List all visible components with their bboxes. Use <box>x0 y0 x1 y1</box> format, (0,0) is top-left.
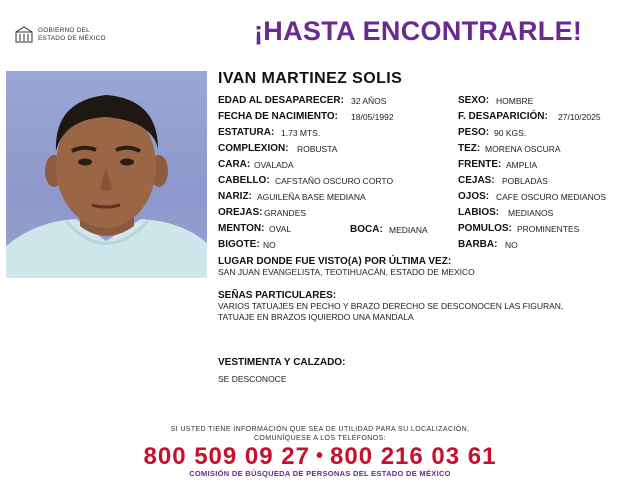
field-label: ESTATURA: <box>218 127 275 138</box>
particulars-line1: VARIOS TATUAJES EN PECHO Y BRAZO DERECHO SE DESCONOCEN LAS FIGURAN, <box>218 301 564 311</box>
field-value: MEDIANOS <box>508 208 554 218</box>
field-label: CEJAS: <box>458 175 495 186</box>
field-value: PROMINENTES <box>517 224 580 234</box>
field-value: POBLADAS <box>502 176 548 186</box>
field-value: HOMBRE <box>496 96 534 106</box>
field-label: MENTON: <box>218 223 265 234</box>
field-value: 18/05/1992 <box>351 112 394 122</box>
field-value: CAFSTAÑO OSCURO CORTO <box>275 176 394 186</box>
logo-text: GOBIERNO DEL ESTADO DE MÉXICO <box>38 27 106 42</box>
field-label: EDAD AL DESAPARECER: <box>218 95 344 106</box>
state-seal-icon <box>14 26 34 44</box>
field-label: LABIOS: <box>458 207 500 218</box>
field-value: OVALADA <box>254 160 294 170</box>
field-label: OREJAS: <box>218 207 263 218</box>
field-value: AGUILEÑA BASE MEDIANA <box>257 192 366 202</box>
field-value: 32 AÑOS <box>351 96 387 106</box>
field-label: PESO: <box>458 127 490 138</box>
field-value: MORENA OSCURA <box>485 144 561 154</box>
phone-numbers <box>0 443 640 471</box>
person-name: IVAN MARTINEZ SOLIS <box>218 70 403 87</box>
field-value: CAFE OSCURO MEDIANOS <box>496 192 607 202</box>
contact-info-line1: SI USTED TIENE INFORMACIÓN QUE SEA DE UTILIDAD PARA SU LOCALIZACIÓN, <box>170 426 470 433</box>
field-value: 27/10/2025 <box>558 112 601 122</box>
particulars-title: SEÑAS PARTICULARES: <box>218 290 337 301</box>
government-logo <box>14 26 114 44</box>
separator-dot: • <box>315 445 324 467</box>
field-label: BIGOTE: <box>218 239 260 250</box>
contact-info-line2: COMUNÍQUESE A LOS TELÉFONOS: <box>253 435 387 442</box>
field-label: SEXO: <box>458 95 490 106</box>
field-value: NO <box>505 240 518 250</box>
clothing-text: SE DESCONOCE <box>218 374 287 384</box>
field-label: COMPLEXION: <box>218 143 289 154</box>
person-photo <box>6 71 207 278</box>
particulars-line2: TATUAJE EN BRAZOS IQUIERDO UNA MANDALA <box>218 312 414 322</box>
field-value: AMPLIA <box>506 160 538 170</box>
field-label: OJOS: <box>458 191 490 202</box>
headline: ¡HASTA ENCONTRARLE! <box>254 16 583 46</box>
last-seen-title: LUGAR DONDE FUE VISTO(A) POR ÚLTIMA VEZ: <box>218 256 452 267</box>
field-value: NO <box>263 240 276 250</box>
field-value: MEDIANA <box>389 225 428 235</box>
field-value: ROBUSTA <box>297 144 338 154</box>
field-label: NARIZ: <box>218 191 252 202</box>
commission-name: COMISIÓN DE BÚSQUEDA DE PERSONAS DEL ESTADO DE MÉXICO <box>189 469 451 478</box>
field-value: GRANDES <box>264 208 307 218</box>
field-label: CARA: <box>218 159 251 170</box>
field-label: FRENTE: <box>458 159 502 170</box>
last-seen-text: SAN JUAN EVANGELISTA, TEOTIHUACÁN, ESTADO DE MEXICO <box>218 267 475 277</box>
field-label: F. DESAPARICIÓN: <box>458 111 548 122</box>
field-label: TEZ: <box>458 143 481 154</box>
field-label: BARBA: <box>458 239 498 250</box>
field-value: 1.73 MTS. <box>281 128 321 138</box>
field-value: OVAL <box>269 224 292 234</box>
phone-number-2[interactable]: 800 216 03 61 <box>330 443 497 470</box>
field-value: 90 KGS. <box>494 128 527 138</box>
field-label: POMULOS: <box>458 223 512 234</box>
field-label: CABELLO: <box>218 175 270 186</box>
phone-number-1[interactable]: 800 509 09 27 <box>143 443 310 470</box>
clothing-title: VESTIMENTA Y CALZADO: <box>218 357 346 368</box>
field-label: FECHA DE NACIMIENTO: <box>218 111 338 122</box>
field-label: BOCA: <box>350 224 383 235</box>
person-portrait-image <box>6 71 207 278</box>
